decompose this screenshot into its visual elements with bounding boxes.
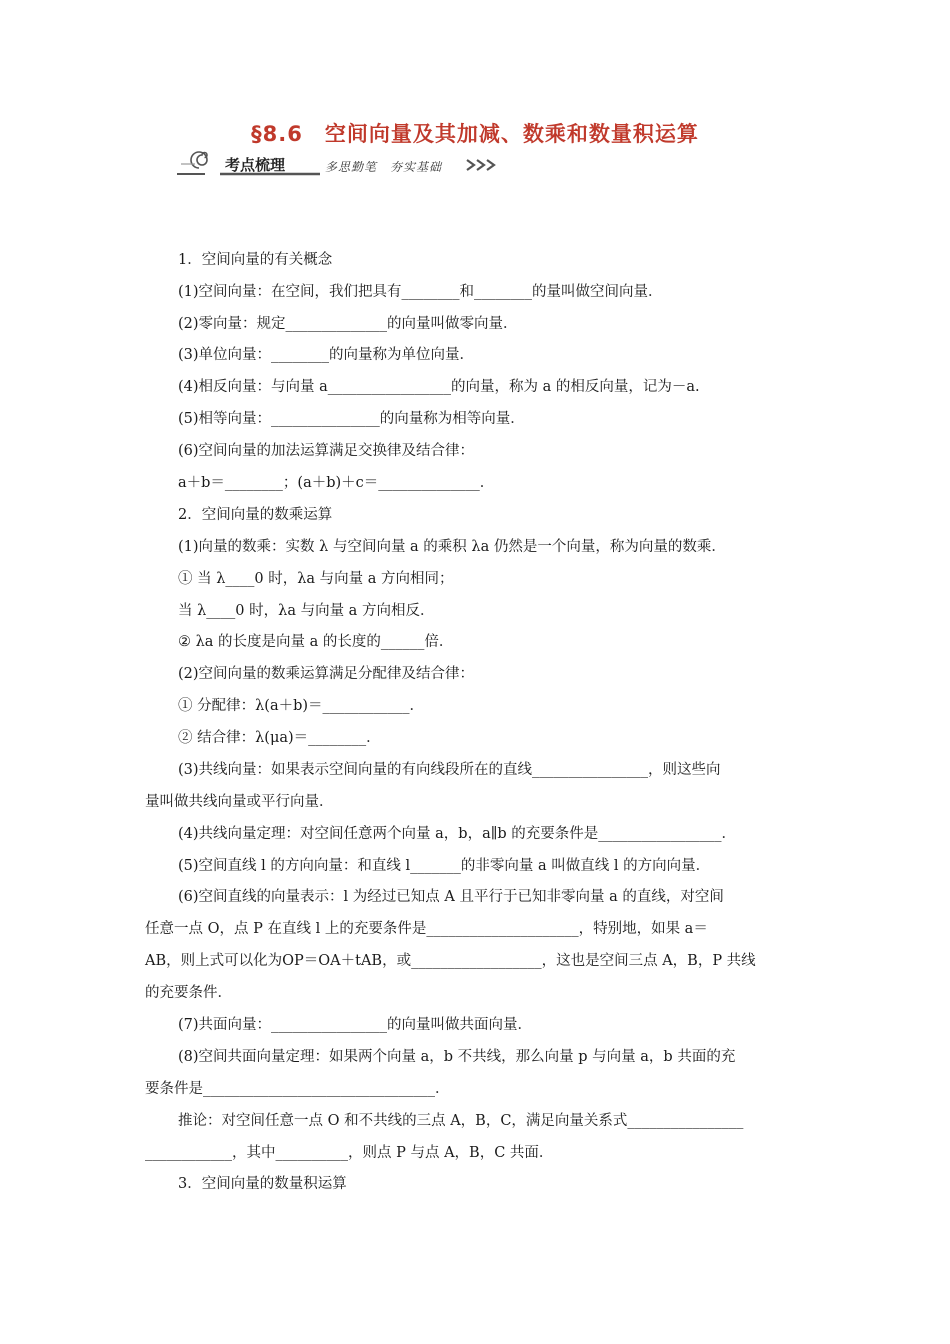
text-line: (6)空间直线的向量表示：l 为经过已知点 A 且平行于已知非零向量 a 的直线，对空间 [178,889,724,905]
text-line: a＋b＝________；(a＋b)＋c＝______________． [178,475,495,491]
banner-motto: 多思勤笔 夯实基础 [325,160,443,174]
text-line: ② 结合律：λ(μa)＝________． [178,730,381,746]
text-line: (3)共线向量：如果表示空间向量的有向线段所在的直线________________，则这些向 [178,762,721,778]
text-line: (7)共面向量：________________的向量叫做共面向量． [178,1017,533,1033]
text-line: (4)相反向量：与向量 a_________________的向量，称为 a 的相反向量，记为－a. [178,379,700,395]
text-line: (2)空间向量的数乘运算满足分配律及结合律： [178,666,475,682]
text-line: (2)零向量：规定______________的向量叫做零向量． [178,316,518,332]
text-line: (6)空间向量的加法运算满足交换律及结合律： [178,443,475,459]
text-line: ____________，其中__________，则点 P 与点 A，B，C 共面． [145,1145,554,1161]
page-title: §8.6 空间向量及其加减、数乘和数量积运算 [251,122,699,146]
text-line: 2．空间向量的数乘运算 [178,507,333,523]
text-line: (3)单位向量：________的向量称为单位向量． [178,347,475,363]
chevrons-icon [465,158,501,172]
text-line: (5)相等向量：_______________的向量称为相等向量． [178,411,525,427]
text-line: 1．空间向量的有关概念 [178,252,333,268]
text-line: (4)共线向量定理：对空间任意两个向量 a，b，a∥b 的充要条件是_________________． [178,826,737,842]
text-line: 当 λ____0 时，λa 与向量 a 方向相反． [178,603,435,619]
text-line: (1)向量的数乘：实数 λ 与空间向量 a 的乘积 λa 仍然是一个向量，称为向量的数乘． [178,539,726,555]
section-banner [175,148,505,188]
banner-label: 考点梳理 [225,156,286,174]
text-line: (8)空间共面向量定理：如果两个向量 a，b 不共线，那么向量 p 与向量 a，b 共面的充 [178,1049,736,1065]
text-line: 要条件是________________________________． [145,1081,450,1097]
text-line: AB，则上式可以化为OP＝OA＋tAB，或__________________，这也是空间三点 A，B，P 共线 [145,953,756,969]
text-line: ① 当 λ____0 时，λa 与向量 a 方向相同； [178,571,454,587]
text-line: 任意一点 O，点 P 在直线 l 上的充要条件是_____________________，特别地，如果 a＝ [145,921,708,937]
text-line: 的充要条件． [145,985,232,1001]
text-line: ① 分配律：λ(a＋b)＝____________． [178,698,425,714]
text-line: (1)空间向量：在空间，我们把具有________和________的量叫做空间向量． [178,284,663,300]
text-line: ② λa 的长度是向量 a 的长度的______倍． [178,634,454,650]
text-line: 3．空间向量的数量积运算 [178,1176,347,1192]
text-line: (5)空间直线 l 的方向向量：和直线 l_______的非零向量 a 叫做直线 l 的方向向量． [178,858,711,874]
text-line: 量叫做共线向量或平行向量． [145,794,334,810]
text-line: 推论：对空间任意一点 O 和不共线的三点 A，B，C，满足向量关系式________________ [178,1113,744,1129]
